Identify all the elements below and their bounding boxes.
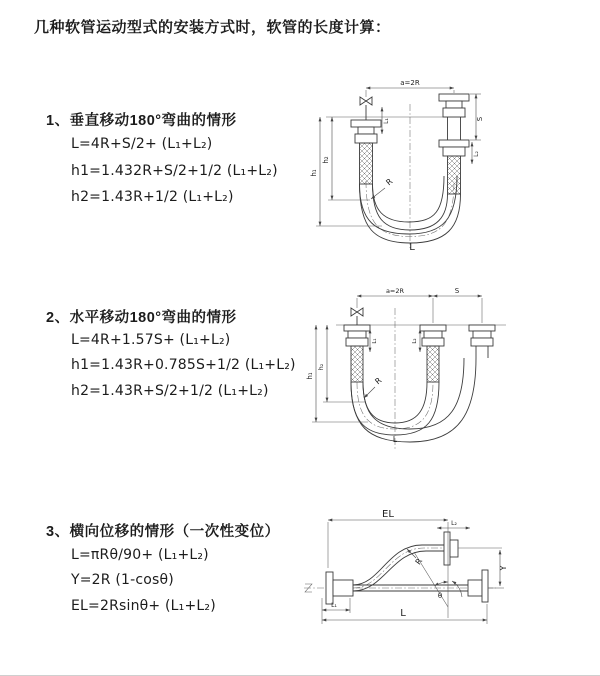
- d1-end-right-label: L₂: [473, 151, 480, 157]
- section2-heading: 2、水平移动180°弯曲的情形: [46, 310, 237, 326]
- d2-radius-label: R: [373, 375, 384, 387]
- valve-icon: [360, 97, 372, 105]
- d1-length-label: L: [409, 242, 415, 253]
- d1-height2-label: h₂: [322, 156, 330, 164]
- d3-end-top-label: L₂: [451, 520, 457, 527]
- d3-end-left-label: L₁: [331, 602, 337, 609]
- d2-height2-label: h₂: [317, 363, 325, 371]
- section3-formula-length: L=πRθ/90+ (L₁+L₂): [71, 547, 209, 563]
- d3-angle-label: θ: [437, 592, 443, 600]
- braided-hose-section: [448, 156, 461, 194]
- d2-dimensions: [306, 287, 482, 444]
- section3-formula-el: EL=2Rsinθ+ (L₁+L₂): [71, 598, 216, 614]
- braided-hose-section: [360, 143, 373, 184]
- section1-formula-length: L=4R+S/2+ (L₁+L₂): [71, 136, 213, 152]
- valve-icon: [351, 308, 363, 316]
- d3-span-label: EL: [382, 509, 394, 520]
- braided-hose-section: [427, 346, 439, 382]
- d3-length-label: L: [400, 608, 406, 619]
- d3-hose: [326, 532, 502, 604]
- d2-height1-label: h₁: [306, 372, 314, 380]
- d2-length-label: L: [392, 435, 398, 444]
- d1-height1-label: h₁: [310, 169, 318, 177]
- d1-travel-label: S: [476, 116, 484, 122]
- section1-formula-h1: h1=1.432R+S/2+1/2 (L₁+L₂): [71, 163, 278, 179]
- diagram-lateral-offset: [300, 502, 600, 655]
- section3-formula-y: Y=2R (1-cosθ): [71, 572, 174, 588]
- diagram-vertical-180: [312, 76, 530, 256]
- section3-heading: 3、横向位移的情形（一次性变位）: [46, 524, 280, 540]
- page-title: 几种软管运动型式的安装方式时，软管的长度计算：: [34, 19, 391, 36]
- section1-formula-h2: h2=1.43R+1/2 (L₁+L₂): [71, 189, 234, 205]
- braided-hose-section: [351, 346, 363, 382]
- d3-offset-label: Y: [499, 565, 508, 571]
- section1-heading: 1、垂直移动180°弯曲的情形: [46, 113, 237, 129]
- section2-formula-h1: h1=1.43R+0.785S+1/2 (L₁+L₂): [71, 357, 296, 373]
- d1-end-left-label: L₁: [383, 118, 390, 124]
- d1-hose: [326, 94, 469, 243]
- d1-radius-label: R: [384, 176, 395, 188]
- d3-dimensions: [322, 509, 508, 624]
- d1-span-label: a=2R: [400, 79, 420, 87]
- d2-end-left-label: L₁: [372, 338, 378, 344]
- d2-span-label: a=2R: [385, 287, 405, 295]
- section2-formula-h2: h2=1.43R+S/2+1/2 (L₁+L₂): [71, 383, 269, 399]
- d2-end-right-label: L₂: [412, 338, 418, 344]
- d3-radius-label: R: [413, 556, 425, 567]
- section2-formula-length: L=4R+1.57S+ (L₁+L₂): [71, 332, 231, 348]
- d2-travel-label: S: [454, 287, 460, 295]
- diagram-horizontal-180: [306, 282, 530, 462]
